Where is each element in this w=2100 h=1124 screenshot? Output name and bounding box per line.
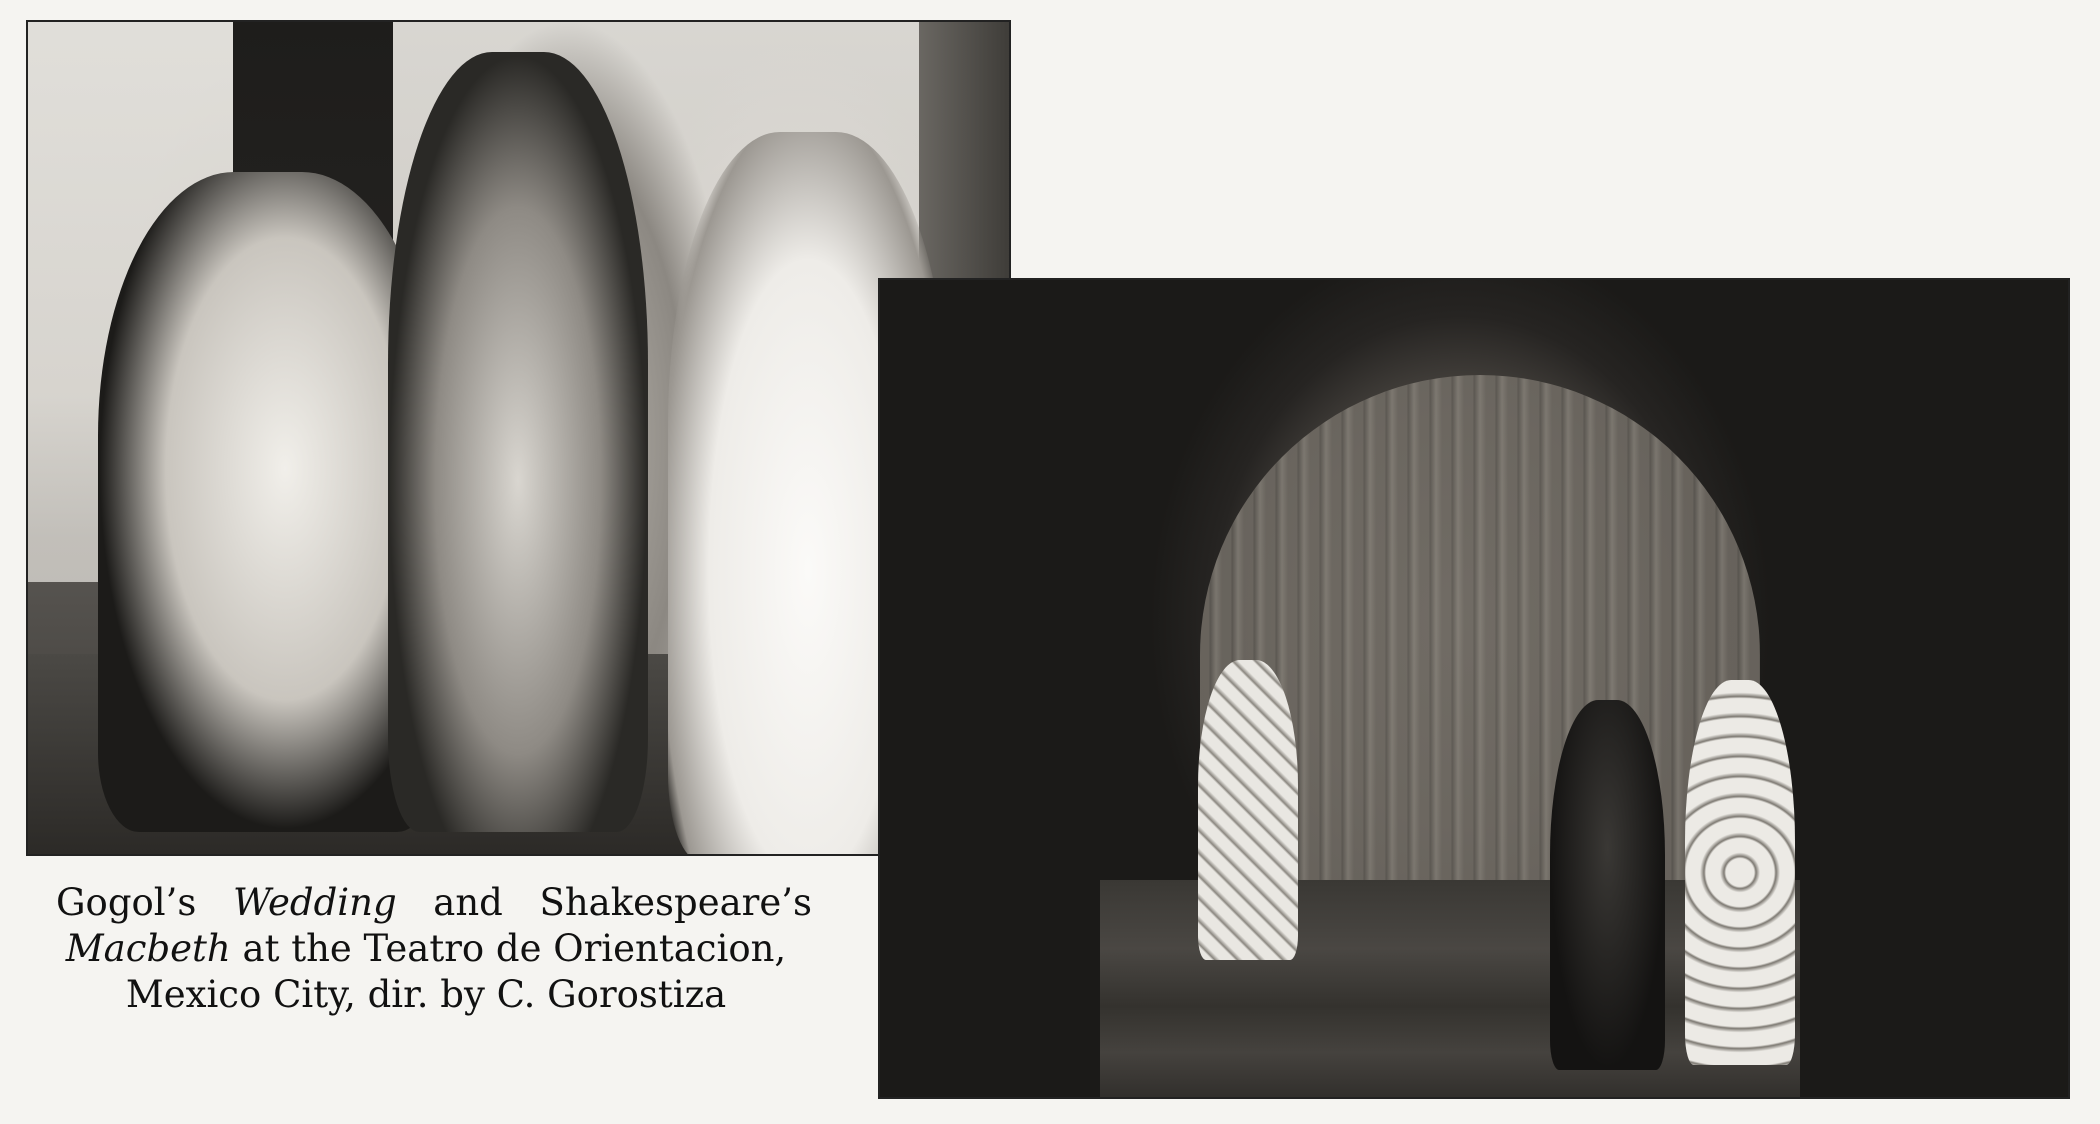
caption-line-3: Mexico City, dir. by C. Gorostiza: [125, 973, 727, 1016]
photo-caption: [26, 880, 826, 1018]
mustached-man-figure: [388, 52, 648, 832]
caption-title-wedding: Wedding: [233, 881, 397, 924]
caption-word: Shakespeare’s: [539, 881, 812, 924]
witch-figure-ring-robe: [1685, 680, 1795, 1065]
caption-word: Gogol’s: [56, 881, 197, 924]
macbeth-photograph: [878, 278, 2070, 1099]
caption-title-macbeth: Macbeth: [65, 927, 231, 970]
caption-word: and: [433, 881, 503, 924]
dark-robed-figure: [1550, 700, 1665, 1070]
groom-figure: [98, 172, 438, 832]
caption-line-1: [26, 880, 826, 926]
wedding-photograph: [26, 20, 1011, 856]
caption-line-2: [26, 926, 826, 972]
witch-figure-diamond-robe: [1198, 660, 1298, 960]
caption-venue: at the Teatro de Orientacion,: [242, 927, 787, 970]
